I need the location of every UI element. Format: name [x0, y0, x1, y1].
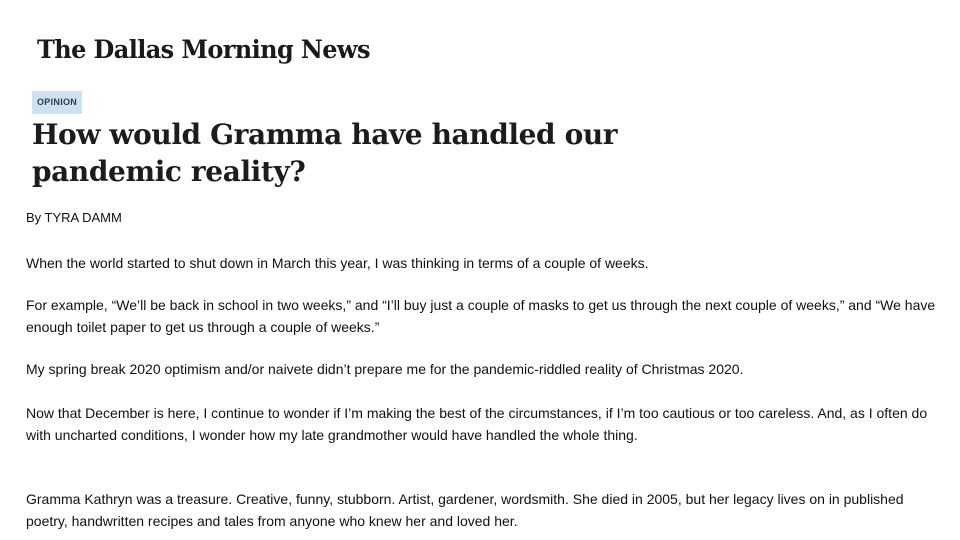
article-headline: How would Gramma have handled our pandemic reality?	[32, 118, 618, 188]
newspaper-logo[interactable]: The Dallas Morning News	[37, 34, 370, 65]
article-paragraph: My spring break 2020 optimism and/or naivete didn’t prepare me for the pandemic-riddled reality of Christmas 2020.	[26, 361, 744, 377]
section-tag-opinion[interactable]: OPINION	[32, 91, 82, 114]
article-paragraph: For example, “We’ll be back in school in two weeks,” and “I’ll buy just a couple of masks to get us through the next couple of weeks,” and “We have enough toilet paper to get us through a couple of weeks.”	[26, 297, 936, 335]
article-byline: By TYRA DAMM	[26, 210, 122, 225]
article-paragraph: Now that December is here, I continue to wonder if I’m making the best of the circumstances, if I’m too cautious or too careless. And, as I often do with uncharted conditions, I wonder how my late grandmother would have handled the whole thing.	[26, 405, 928, 443]
article-paragraph: When the world started to shut down in March this year, I was thinking in terms of a couple of weeks.	[26, 255, 649, 271]
article-paragraph: Gramma Kathryn was a treasure. Creative, funny, stubborn. Artist, gardener, wordsmith. She died in 2005, but her legacy lives on in published poetry, handwritten recipes and tales from anyone who knew her and loved her.	[26, 491, 904, 529]
